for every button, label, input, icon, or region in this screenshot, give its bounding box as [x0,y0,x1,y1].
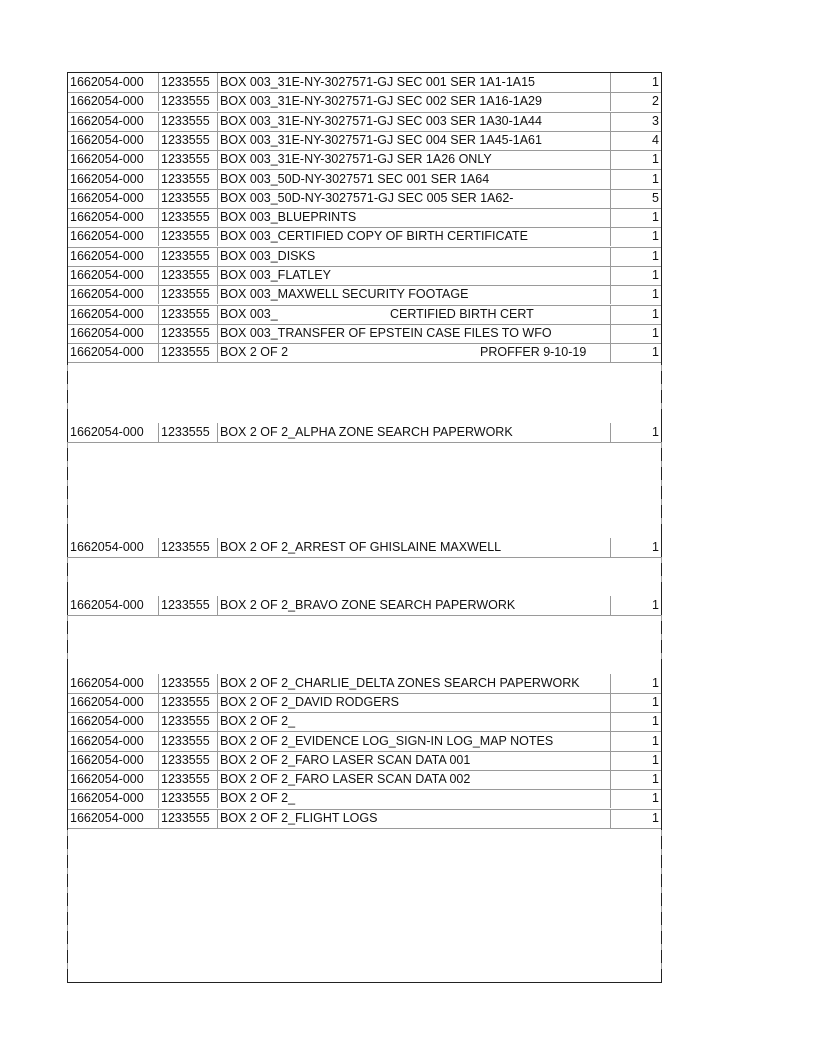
table-row [68,227,661,247]
grid-tick [661,518,662,524]
grid-tick [661,557,662,563]
count-cell: 1 [610,538,661,557]
file-number-cell: 1662054-000 [68,751,159,770]
grid-tick [661,925,662,931]
file-number-cell: 1662054-000 [68,423,159,442]
serial-cell: 1233555 [159,809,218,828]
grid-tick [661,653,662,659]
serial-cell: 1233555 [159,247,218,266]
table-row [68,112,661,132]
serial-cell: 1233555 [159,170,218,189]
grid-tick [661,849,662,855]
description-text: BOX 003_CERTIFIED COPY OF BIRTH CERTIFICATE [220,229,528,244]
description-cell [218,596,610,615]
file-number-cell: 1662054-000 [68,732,159,751]
table-row [68,150,661,170]
table-row [68,674,661,694]
count-cell: 1 [610,732,661,751]
count-cell: 1 [610,266,661,285]
file-number-cell: 1662054-000 [68,809,159,828]
grid-tick [661,615,662,621]
grid-tick [67,518,68,524]
serial-cell: 1233555 [159,770,218,789]
file-number-cell: 1662054-000 [68,189,159,208]
grid-tick [67,384,68,390]
description-cell [218,770,610,789]
file-number-cell: 1662054-000 [68,208,159,227]
file-number-cell: 1662054-000 [68,343,159,362]
table-row [68,189,661,209]
description-text: BOX 2 OF 2_CHARLIE_DELTA ZONES SEARCH PAPERWORK [220,675,580,690]
grid-tick [661,868,662,874]
grid-tick [67,557,68,563]
serial-cell: 1233555 [159,150,218,169]
count-cell: 1 [610,150,661,169]
description-text: BOX 003_TRANSFER OF EPSTEIN CASE FILES TO WFO [220,325,552,340]
table-row [68,208,661,228]
table-row [68,73,661,93]
grid-tick [67,403,68,409]
serial-cell: 1233555 [159,266,218,285]
description-text: BOX 2 OF 2_ [220,714,296,729]
grid-tick [661,499,662,505]
grid-tick [661,634,662,640]
description-cell [218,150,610,169]
description-text: BOX 003_ [220,306,278,321]
table-row [68,92,661,112]
file-number-cell: 1662054-000 [68,712,159,731]
description-cell [218,73,610,92]
count-cell: 5 [610,189,661,208]
description-text: BOX 003_DISKS [220,248,316,263]
grid-tick [67,963,68,969]
file-number-cell: 1662054-000 [68,112,159,131]
table-row [68,170,661,190]
grid-tick [661,576,662,582]
table-row [68,596,661,616]
table-row [68,809,661,829]
serial-cell: 1233555 [159,343,218,362]
grid-tick [67,442,68,448]
description-text: BOX 003_MAXWELL SECURITY FOOTAGE [220,287,469,302]
description-cell [218,809,610,828]
count-cell: 1 [610,227,661,246]
grid-tick [67,849,68,855]
serial-cell: 1233555 [159,732,218,751]
count-cell: 3 [610,112,661,131]
description-cell [218,305,610,324]
count-cell: 1 [610,712,661,731]
table-row [68,789,661,809]
description-cell [218,324,610,343]
count-cell: 4 [610,131,661,150]
description-cell [218,343,610,362]
grid-tick [661,384,662,390]
grid-tick [661,963,662,969]
file-number-cell: 1662054-000 [68,227,159,246]
count-cell: 1 [610,208,661,227]
count-cell: 2 [610,92,661,111]
description-text: BOX 2 OF 2_DAVID RODGERS [220,694,399,709]
serial-cell: 1233555 [159,324,218,343]
description-text: BOX 003_31E-NY-3027571-GJ SEC 003 SER 1A30-1A44 [220,113,542,128]
grid-tick [661,906,662,912]
grid-tick [661,887,662,893]
count-cell: 1 [610,596,661,615]
serial-cell: 1233555 [159,92,218,111]
table-row [68,266,661,286]
grid-tick [67,944,68,950]
grid-tick [661,365,662,371]
count-cell: 1 [610,305,661,324]
file-number-cell: 1662054-000 [68,247,159,266]
file-number-cell: 1662054-000 [68,131,159,150]
file-number-cell: 1662054-000 [68,538,159,557]
serial-cell: 1233555 [159,208,218,227]
description-extra-text: CERTIFIED BIRTH CERT [390,306,534,321]
description-cell [218,170,610,189]
description-text: BOX 003_FLATLEY [220,268,331,282]
description-cell [218,285,610,304]
table-row [68,732,661,752]
serial-cell: 1233555 [159,712,218,731]
grid-tick [67,925,68,931]
grid-tick [67,887,68,893]
description-text: BOX 003_31E-NY-3027571-GJ SER 1A26 ONLY [220,152,492,167]
grid-tick [67,615,68,621]
description-text: BOX 2 OF 2_FARO LASER SCAN DATA 002 [220,772,471,787]
file-number-cell: 1662054-000 [68,789,159,808]
table-row [68,285,661,305]
serial-cell: 1233555 [159,285,218,304]
grid-tick [67,653,68,659]
description-cell [218,92,610,111]
count-cell: 1 [610,809,661,828]
file-number-cell: 1662054-000 [68,285,159,304]
description-text: BOX 003_50D-NY-3027571 SEC 001 SER 1A64 [220,171,490,186]
description-cell [218,208,610,227]
count-cell: 1 [610,770,661,789]
grid-tick [661,403,662,409]
description-text: BOX 003_31E-NY-3027571-GJ SEC 004 SER 1A45-1A61 [220,132,542,147]
grid-tick [67,830,68,836]
count-cell: 1 [610,789,661,808]
table-row [68,538,661,558]
description-cell [218,227,610,246]
grid-tick [661,830,662,836]
description-text: BOX 2 OF 2_BRAVO ZONE SEARCH PAPERWORK [220,597,516,612]
description-cell [218,247,610,266]
serial-cell: 1233555 [159,73,218,92]
description-text: BOX 2 OF 2_FARO LASER SCAN DATA 001 [220,752,471,767]
table-row [68,751,661,771]
file-number-cell: 1662054-000 [68,150,159,169]
file-number-cell: 1662054-000 [68,770,159,789]
grid-tick [67,480,68,486]
description-cell [218,423,610,442]
table-row [68,324,661,344]
count-cell: 1 [610,343,661,362]
grid-tick [67,576,68,582]
serial-cell: 1233555 [159,423,218,442]
grid-tick [661,442,662,448]
description-cell [218,789,610,808]
serial-cell: 1233555 [159,227,218,246]
description-cell [218,693,610,712]
file-number-cell: 1662054-000 [68,596,159,615]
serial-cell: 1233555 [159,538,218,557]
inventory-table [67,72,662,983]
description-text: BOX 2 OF 2_ [220,791,296,806]
count-cell: 1 [610,693,661,712]
serial-cell: 1233555 [159,596,218,615]
file-number-cell: 1662054-000 [68,674,159,693]
count-cell: 1 [610,247,661,266]
table-row [68,770,661,790]
serial-cell: 1233555 [159,305,218,324]
description-text: BOX 003_31E-NY-3027571-GJ SEC 002 SER 1A16-1A29 [220,94,542,109]
grid-tick [67,634,68,640]
serial-cell: 1233555 [159,789,218,808]
file-number-cell: 1662054-000 [68,92,159,111]
description-text: BOX 003_50D-NY-3027571-GJ SEC 005 SER 1A62- [220,190,514,205]
grid-tick [67,365,68,371]
serial-cell: 1233555 [159,693,218,712]
file-number-cell: 1662054-000 [68,266,159,285]
table-row [68,343,661,363]
description-cell [218,751,610,770]
grid-tick [661,480,662,486]
grid-tick [67,868,68,874]
serial-cell: 1233555 [159,189,218,208]
description-cell [218,538,610,557]
serial-cell: 1233555 [159,131,218,150]
serial-cell: 1233555 [159,112,218,131]
description-text: BOX 003_BLUEPRINTS [220,210,357,225]
description-text: BOX 2 OF 2_EVIDENCE LOG_SIGN-IN LOG_MAP NOTES [220,733,554,748]
count-cell: 1 [610,751,661,770]
description-text: BOX 2 OF 2 [220,345,289,360]
file-number-cell: 1662054-000 [68,324,159,343]
description-cell [218,112,610,131]
description-cell [218,674,610,693]
description-cell [218,189,610,208]
count-cell: 1 [610,324,661,343]
file-number-cell: 1662054-000 [68,305,159,324]
grid-tick [661,944,662,950]
table-row [68,712,661,732]
count-cell: 1 [610,285,661,304]
count-cell: 1 [610,73,661,92]
description-cell [218,712,610,731]
table-row [68,131,661,151]
description-text: BOX 003_31E-NY-3027571-GJ SEC 001 SER 1A1-1A15 [220,75,536,89]
grid-tick [661,461,662,467]
description-text: BOX 2 OF 2_ALPHA ZONE SEARCH PAPERWORK [220,424,513,439]
serial-cell: 1233555 [159,674,218,693]
grid-tick [67,906,68,912]
file-number-cell: 1662054-000 [68,73,159,92]
serial-cell: 1233555 [159,751,218,770]
table-row [68,693,661,713]
file-number-cell: 1662054-000 [68,170,159,189]
description-cell [218,732,610,751]
table-row [68,305,661,325]
file-number-cell: 1662054-000 [68,693,159,712]
grid-tick [67,461,68,467]
description-text: BOX 2 OF 2_ARREST OF GHISLAINE MAXWELL [220,540,502,554]
table-row [68,423,661,443]
count-cell: 1 [610,170,661,189]
description-cell [218,266,610,285]
table-row [68,247,661,267]
description-cell [218,131,610,150]
description-extra-text: PROFFER 9-10-19 [480,345,587,360]
description-text: BOX 2 OF 2_FLIGHT LOGS [220,810,378,825]
count-cell: 1 [610,674,661,693]
count-cell: 1 [610,423,661,442]
grid-tick [67,499,68,505]
